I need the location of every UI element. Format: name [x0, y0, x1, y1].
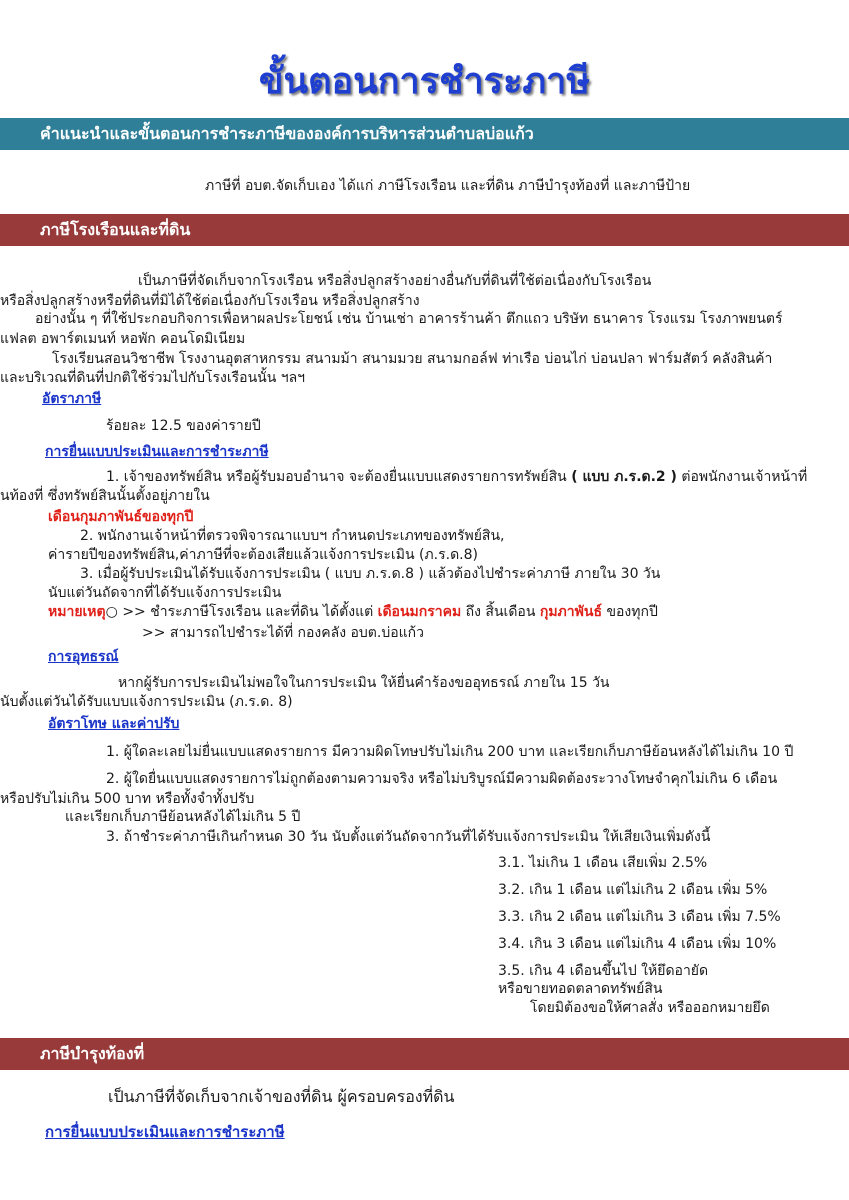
filing-deadline: เดือนกุมภาพันธ์ของทุกปี: [48, 509, 194, 525]
note-month-february: กุมภาพันธ์: [539, 604, 602, 620]
penalty-heading[interactable]: อัตราโทษ และค่าปรับ: [48, 716, 180, 732]
form-name-prd2: ( แบบ ภ.ร.ด.2 ): [571, 469, 677, 485]
penalty-item-2-cont: และเรียกเก็บภาษีย้อนหลังได้ไม่เกิน 5 ปี: [65, 809, 301, 825]
desc-line: โรงเรียนสอนวิชาชีพ โรงงานอุตสาหกรรม สนามม้า สนามมวย สนามกอล์ฟ ท่าเรือ บ่อนไก่ บ่อนปลา ฟาร์มสัตว์ คลังสินค้า: [52, 351, 773, 367]
appeal-text: หากผู้รับการประเมินไม่พอใจในการประเมิน ให้ยื่นคำร้องขออุทธรณ์ ภายใน 15 วัน: [118, 675, 610, 691]
note-text: >> ชำระภาษีโรงเรือน และที่ดิน ได้ตั้งแต่: [122, 604, 374, 620]
appeal-heading[interactable]: การอุทธรณ์: [48, 649, 119, 665]
penalty-item-1: 1. ผู้ใดละเลยไม่ยื่นแบบแสดงรายการ มีความผิดโทษปรับไม่เกิน 200 บาท และเรียกเก็บภาษีย้อนหลังได้ไม่เกิน 10 ปี: [106, 744, 794, 760]
surcharge-item: 3.5. เกิน 4 เดือนขึ้นไป ให้ยึดอายัด: [498, 963, 709, 979]
surcharge-item: 3.4. เกิน 3 เดือน แต่ไม่เกิน 4 เดือน เพิ่ม 10%: [498, 936, 777, 952]
surcharge-item-cont: โดยมิต้องขอให้ศาลสั่ง หรือออกหมายยึด: [530, 1000, 770, 1016]
section-title: ภาษีโรงเรือนและที่ดิน: [40, 219, 191, 239]
filing-item-1-text: 1. เจ้าของทรัพย์สิน หรือผู้รับมอบอำนาจ จะต้องยื่นแบบแสดงรายการทรัพย์สิน: [106, 469, 567, 485]
filing-item-1: [106, 466, 807, 488]
intro-section-title: คำแนะนำและขั้นตอนการชำระภาษีขององค์การบริหารส่วนตำบลบ่อแก้ว: [40, 123, 534, 143]
note-month-january: เดือนมกราคม: [377, 604, 462, 620]
section-title: ภาษีบำรุงท้องที่: [40, 1043, 145, 1063]
note-text: ถึง สิ้นเดือน: [465, 604, 536, 620]
note-text: ของทุกปี: [606, 604, 658, 620]
desc-line: แฟลต อพาร์ตเมนท์ หอพัก คอนโดมิเนียม: [0, 331, 246, 347]
penalty-item-2-cont: หรือปรับไม่เกิน 500 บาท หรือทั้งจำทั้งปรับ: [0, 791, 255, 807]
tax-rate-text: ร้อยละ 12.5 ของค่ารายปี: [106, 418, 261, 434]
filing-item-3-cont: นับแต่วันถัดจากที่ได้รับแจ้งการประเมิน: [48, 585, 282, 601]
filing-item-2-cont: ค่ารายปีของทรัพย์สิน,ค่าภาษีที่จะต้องเสียแล้วแจ้งการประเมิน (ภ.ร.ด.8): [48, 547, 478, 563]
section-bar-building-land-tax: [0, 214, 849, 246]
intro-section-bar: [0, 118, 849, 150]
penalty-item-2: 2. ผู้ใดยื่นแบบแสดงรายการไม่ถูกต้องตามความจริง หรือไม่บริบูรณ์มีความผิดต้องระวางโทษจำคุกไม่เกิน 6 เดือน: [106, 771, 778, 787]
payment-note: [48, 601, 658, 623]
desc-line: และบริเวณที่ดินที่ปกติใช้ร่วมไปกับโรงเรือนนั้น ฯลฯ: [0, 370, 306, 386]
surcharge-item: 3.1. ไม่เกิน 1 เดือน เสียเพิ่ม 2.5%: [498, 855, 708, 871]
desc-line: เป็นภาษีที่จัดเก็บจากโรงเรือน หรือสิ่งปลูกสร้างอย่างอื่นกับที่ดินที่ใช้ต่อเนื่องกับโรงเรือน: [138, 273, 652, 289]
payment-location: >> สามารถไปชำระได้ที่ กองคลัง อบต.บ่อแก้ว: [142, 625, 424, 641]
section-bar-local-maintenance-tax: [0, 1038, 849, 1070]
penalty-item-3: 3. ถ้าชำระค่าภาษีเกินกำหนด 30 วัน นับตั้งแต่วันถัดจากวันที่ได้รับแจ้งการประเมิน ให้เสียเงินเพิ่มดังนี้: [106, 829, 711, 845]
filing-payment-heading-2[interactable]: การยื่นแบบประเมินและการชำระภาษี: [45, 1123, 285, 1141]
filing-item-3: 3. เมื่อผู้รับประเมินได้รับแจ้งการประเมิน ( แบบ ภ.ร.ด.8 ) แล้วต้องไปชำระค่าภาษี ภายใน 30 วัน: [80, 566, 661, 582]
filing-item-1-tail: ต่อพนักงานเจ้าหน้าที่: [681, 469, 808, 485]
filing-payment-heading[interactable]: การยื่นแบบประเมินและการชำระภาษี: [45, 444, 269, 460]
intro-text: ภาษีที่ อบต.จัดเก็บเอง ได้แก่ ภาษีโรงเรือน และที่ดิน ภาษีบำรุงท้องที่ และภาษีป้าย: [205, 178, 691, 194]
tax-rate-heading[interactable]: อัตราภาษี: [42, 391, 102, 407]
surcharge-item-cont: หรือขายทอดตลาดทรัพย์สิน: [498, 981, 663, 997]
page-title: ขั้นตอนการชำระภาษี: [258, 60, 591, 102]
note-label: หมายเหตุ: [48, 604, 106, 620]
local-tax-desc: เป็นภาษีที่จัดเก็บจากเจ้าของที่ดิน ผู้ครอบครองที่ดิน: [108, 1087, 455, 1106]
appeal-text-cont: นับตั้งแต่วันได้รับแบบแจ้งการประเมิน (ภ.ร.ด. 8): [0, 694, 293, 710]
desc-line: หรือสิ่งปลูกสร้างหรือที่ดินที่มิได้ใช้ต่อเนื่องกับโรงเรือน หรือสิ่งปลูกสร้าง: [0, 293, 420, 309]
surcharge-item: 3.2. เกิน 1 เดือน แต่ไม่เกิน 2 เดือน เพิ่ม 5%: [498, 882, 768, 898]
desc-line: อย่างนั้น ๆ ที่ใช้ประกอบกิจการเพื่อหาผลประโยชน์ เช่น บ้านเช่า อาคารร้านค้า ตึกแถว บริษัท ธนาคาร โรงแรม โรงภาพยนตร์: [35, 311, 783, 327]
filing-item-1-cont: นท้องที่ ซึ่งทรัพย์สินนั้นตั้งอยู่ภายใน: [0, 488, 210, 504]
note-bullet: ○: [105, 604, 118, 620]
filing-item-2: 2. พนักงานเจ้าหน้าที่ตรวจพิจารณาแบบฯ กำหนดประเภทของทรัพย์สิน,: [80, 528, 505, 544]
surcharge-item: 3.3. เกิน 2 เดือน แต่ไม่เกิน 3 เดือน เพิ่ม 7.5%: [498, 909, 781, 925]
